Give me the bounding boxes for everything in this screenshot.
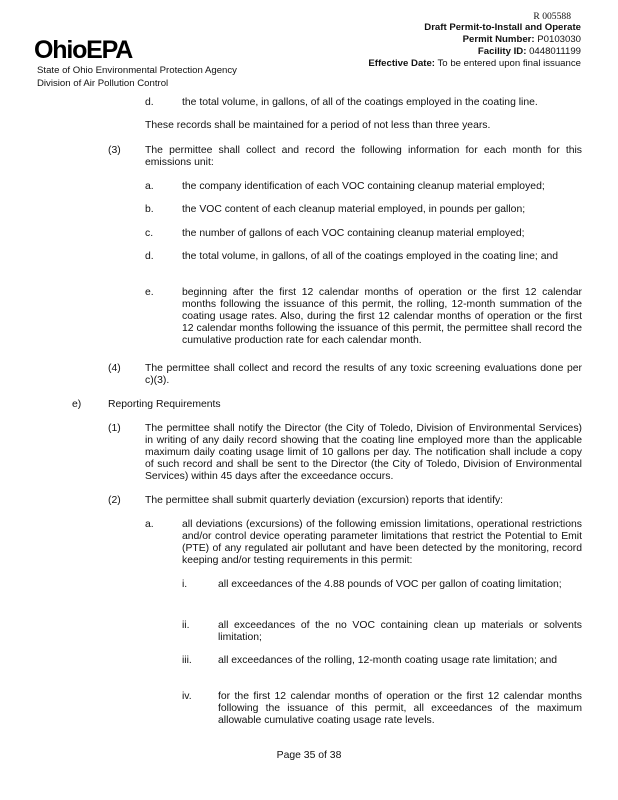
bates-stamp: R 005588 [533, 11, 571, 22]
label-item-3: (3) [108, 145, 121, 156]
page-number: Page 35 of 38 [276, 750, 342, 761]
text-e2a-i: all exceedances of the 4.88 pounds of VOC per gallon of coating limitation; [218, 579, 562, 590]
label-e2a: a. [145, 519, 154, 530]
label-e1: (1) [108, 423, 121, 434]
label-e2: (2) [108, 495, 121, 506]
ohio-epa-logo: OhioEPA [34, 36, 133, 64]
section-e-title: Reporting Requirements [108, 399, 221, 410]
label-item-3c: c. [145, 228, 154, 239]
text-e1: The permittee shall notify the Director (the City of Toledo, Division of Environmental Services) in writing of any daily record showing that the coating line employed more than the applicable maximum daily coating usage limit of 10 gallons per day. The notification shall include a copy of such record and shall be sent to the Director (the City of Toledo, Division of Environmental Services) within 45 days after the exceedance occurs. [145, 423, 582, 482]
text-d-top: the total volume, in gallons, of all of the coatings employed in the coating line. [182, 97, 538, 108]
label-item-4: (4) [108, 363, 121, 374]
agency-line2: Division of Air Pollution Control [37, 78, 169, 89]
text-item-3: The permittee shall collect and record the following information for each month for this emissions unit: [145, 145, 582, 168]
text-item-3e: beginning after the first 12 calendar months of operation or the first 12 calendar months following the issuance of this permit, the rolling, 12-month summation of the coating usage rates. Also, during the first 12 calendar months of operation or the first 12 calendar months following the issuance of this permit, the permittee shall record the cumulative production rate for each calendar month. [182, 287, 582, 346]
text-item-3b: the VOC content of each cleanup material employed, in pounds per gallon; [182, 204, 526, 215]
label-item-3d: d. [145, 251, 154, 262]
facility-id-row: Facility ID: 0448011199 [477, 46, 581, 57]
text-e2a: all deviations (excursions) of the following emission limitations, operational restrictions and/or control device operating parameter limitations that restrict the Potential to Emit (PTE) of any regulated air pollutant and have been detected by the monitoring, record keeping and/or testing requirements in this permit: [182, 519, 582, 566]
effective-date-row: Effective Date: To be entered upon final issuance [368, 58, 581, 69]
text-e2a-iv: for the first 12 calendar months of operation or the first 12 calendar months following the issuance of this permit, all exceedances of the maximum allowable cumulative coating usage rate levels. [218, 691, 582, 726]
label-e2a-iii: iii. [182, 655, 192, 666]
label-d-top: d. [145, 97, 154, 108]
text-e2a-iii: all exceedances of the rolling, 12-month coating usage rate limitation; and [218, 655, 558, 666]
label-e2a-iv: iv. [182, 691, 192, 702]
permit-header [368, 22, 581, 70]
label-e2a-ii: ii. [182, 620, 190, 631]
text-item-3c: the number of gallons of each VOC containing cleanup material employed; [182, 228, 525, 239]
text-e2a-ii: all exceedances of the no VOC containing clean up materials or solvents limitation; [218, 620, 582, 643]
text-item-4: The permittee shall collect and record the results of any toxic screening evaluations done per c)(3). [145, 363, 582, 386]
text-item-3d: the total volume, in gallons, of all of the coatings employed in the coating line; and [182, 251, 559, 262]
text-e2: The permittee shall submit quarterly deviation (excursion) reports that identify: [145, 495, 504, 506]
agency-line1: State of Ohio Environmental Protection Agency [37, 65, 237, 76]
retention-note: These records shall be maintained for a period of not less than three years. [145, 120, 491, 131]
label-item-3a: a. [145, 181, 154, 192]
doc-type: Draft Permit-to-Install and Operate [424, 22, 581, 33]
label-item-3b: b. [145, 204, 154, 215]
agency-block [37, 64, 237, 90]
permit-number-row: Permit Number: P0103030 [462, 34, 581, 45]
label-section-e: e) [72, 399, 82, 410]
text-item-3a: the company identification of each VOC containing cleanup material employed; [182, 181, 545, 192]
label-item-3e: e. [145, 287, 154, 298]
label-e2a-i: i. [182, 579, 188, 590]
